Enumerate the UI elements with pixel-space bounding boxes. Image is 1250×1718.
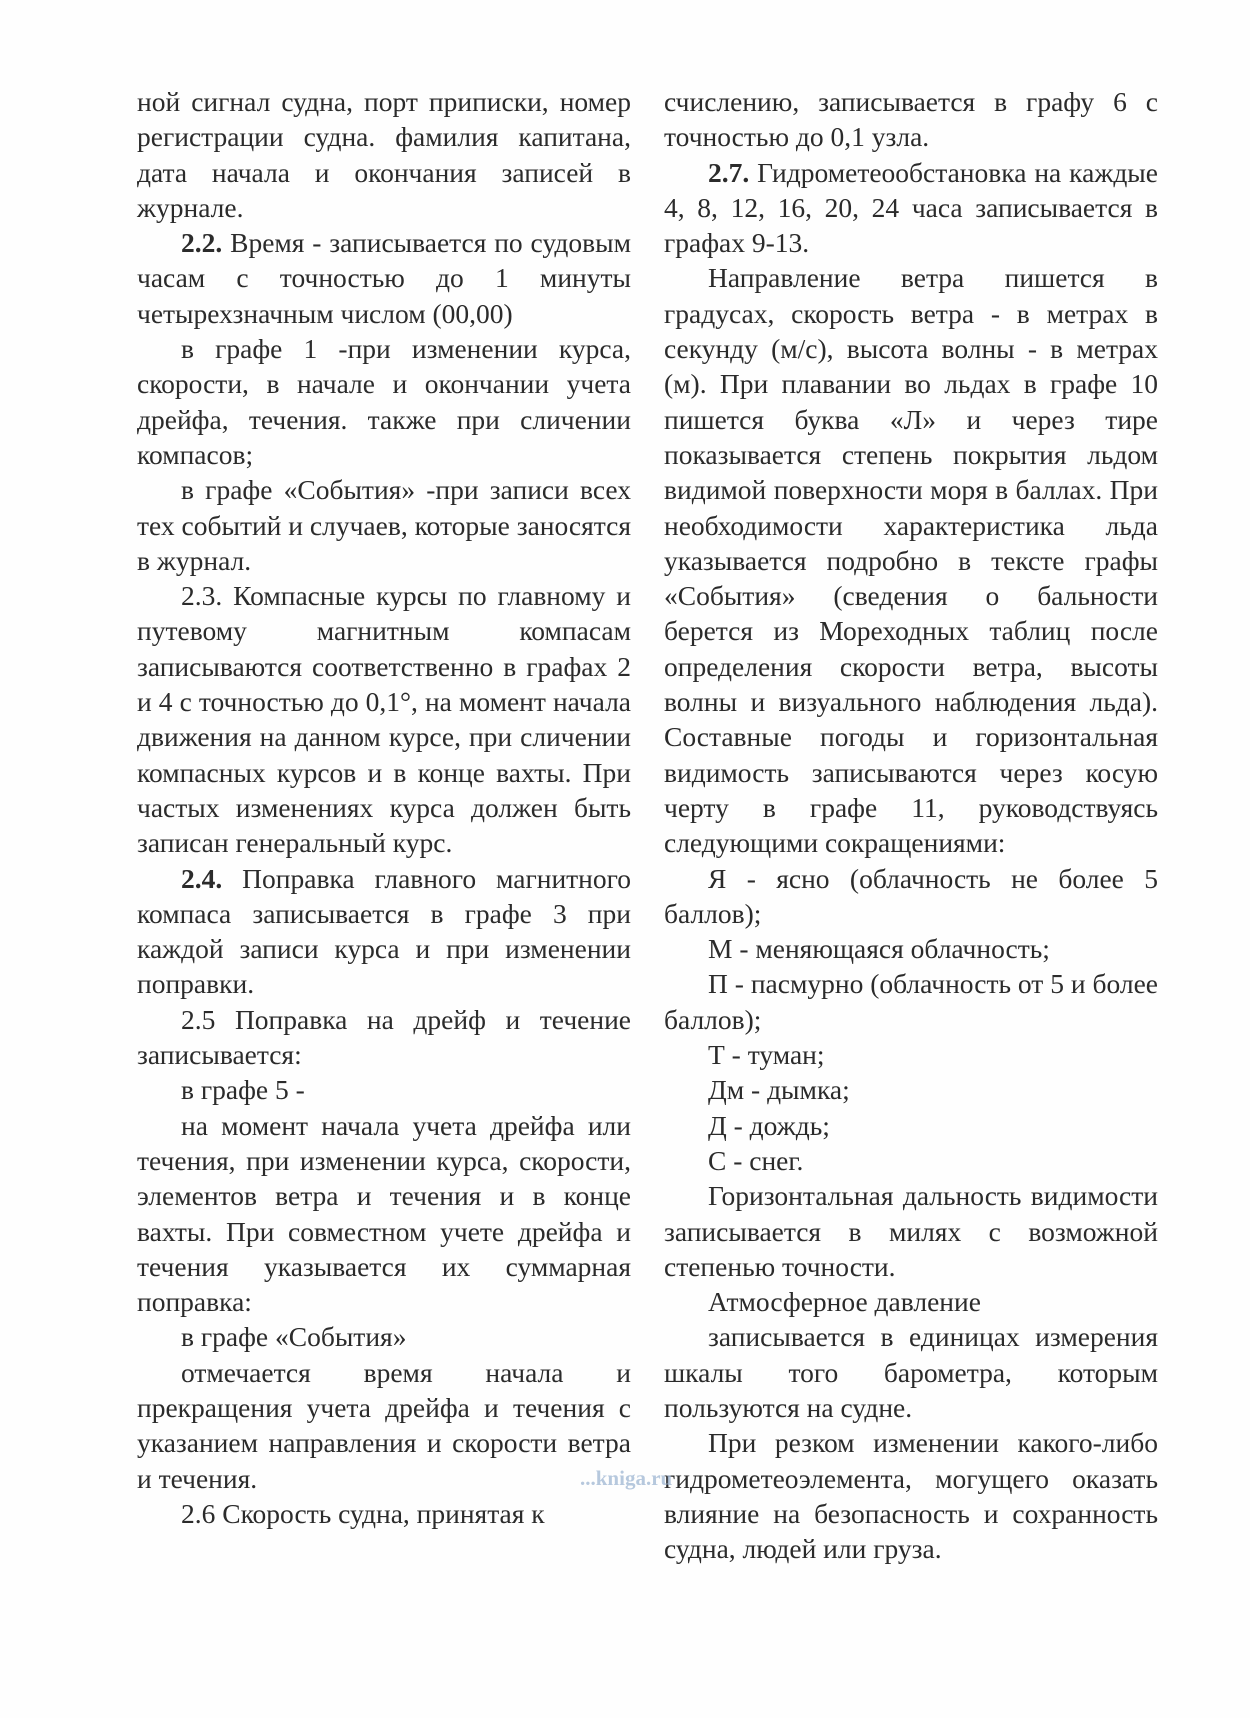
section-number: 2.5 xyxy=(181,1003,216,1035)
paragraph-text: Направление ветра пишется в градусах, скорость ветра - в метрах в секунду (м/с), высота волны - в метрах (м). При плавании во льдах в графе 10 пишется буква «Л» и через тире показывается степень покрытия льдом видимой поверхности моря в баллах. При необходимости характеристика льда указывается подробно в тексте графы «События» (сведения о бальности берется из Мореходных таблиц после определения скорости ветра, высоты волны и визуального наблюдения льда). Составные погоды и горизонтальная видимость записываются через косую черту в графе 11, руководствуясь следующими сокращениями: xyxy=(664,262,1158,859)
paragraph-text: в графе «События» xyxy=(181,1321,407,1353)
section-number: 2.3. xyxy=(181,580,223,612)
paragraph-text: Д - дождь; xyxy=(708,1109,830,1141)
paragraph xyxy=(664,84,1158,155)
paragraph-text: отмечается время начала и прекращения учета дрейфа и течения с указанием направления и скорости ветра и течения. xyxy=(137,1356,631,1494)
paragraph-text: Горизонтальная дальность видимости записывается в милях с возможной степенью точности. xyxy=(664,1180,1158,1282)
paragraph-text: Поправка на дрейф и течение записывается: xyxy=(137,1003,631,1071)
paragraph-text: в графе 5 - xyxy=(181,1074,305,1106)
paragraph xyxy=(137,1319,631,1354)
paragraph-text: Я - ясно (облачность не более 5 баллов); xyxy=(664,862,1158,929)
paragraph xyxy=(664,1425,1158,1566)
section-number: 2.2. xyxy=(181,227,223,259)
paragraph-text: счислению, записывается в графу 6 с точностью до 0,1 узла. xyxy=(664,86,1158,153)
paragraph-text: Компасные курсы по главному и путевому магнитным компасам записываются соответственно в графах 2 и 4 с точностью до 0,1°, на момент начала движения на данном курсе, при сличении компасных курсов и в конце вахты. При частых изменениях курса должен быть записан генеральный курс. xyxy=(137,580,631,859)
paragraph xyxy=(664,1284,1158,1319)
section-number: 2.6 xyxy=(181,1497,216,1529)
paragraph-text: в графе «События» -при записи всех тех событий и случаев, которые заносятся в журнал. xyxy=(137,474,631,576)
right-column xyxy=(664,84,1158,1566)
paragraph xyxy=(137,331,631,472)
paragraph xyxy=(137,861,631,1002)
paragraph xyxy=(137,84,631,225)
paragraph-text: записывается в единицах измерения шкалы того барометра, которым пользуются на судне. xyxy=(664,1321,1158,1423)
paragraph xyxy=(137,1355,631,1496)
paragraph-text: Гидрометеообстановка на каждые 4, 8, 12, 16, 20, 24 часа записывается в графах 9-13. xyxy=(664,156,1158,259)
left-column xyxy=(137,84,631,1531)
paragraph-text: П - пасмурно (облачность от 5 и более баллов); xyxy=(664,968,1158,1035)
paragraph-text: Время - записывается по судовым часам с точностью до 1 минуты четырехзначным числом (00,00) xyxy=(137,227,631,329)
paragraph xyxy=(664,1143,1158,1178)
paragraph-text: ной сигнал судна, порт приписки, номер регистрации судна. фамилия капитана, дата начала и окончания записей в журнале. xyxy=(137,86,631,223)
paragraph-text: на момент начала учета дрейфа или течения, при изменении курса, скорости, элементов ветра и течения и в конце вахты. При совместном учете дрейфа и течения указывается их суммарная поправка: xyxy=(137,1109,631,1318)
paragraph xyxy=(137,1496,631,1531)
paragraph-text: М - меняющаяся облачность; xyxy=(708,933,1050,965)
paragraph-text: Дм - дымка; xyxy=(708,1074,850,1106)
paragraph xyxy=(664,861,1158,932)
paragraph-text: в графе 1 -при изменении курса, скорости, в начале и окончании учета дрейфа, течения. также при сличении компасов; xyxy=(137,333,631,470)
paragraph xyxy=(137,1108,631,1320)
paragraph xyxy=(664,1037,1158,1072)
paragraph-text: Поправка главного магнитного компаса записывается в графе 3 при каждой записи курса и при изменении поправки. xyxy=(137,862,631,1000)
paragraph xyxy=(137,472,631,578)
paragraph-text: При резком изменении какого-либо гидрометеоэлемента, могущего оказать влияние на безопасность и сохранность судна, людей или груза. xyxy=(664,1427,1158,1565)
section-number: 2.4. xyxy=(181,862,223,894)
paragraph xyxy=(664,1178,1158,1284)
paragraph-text: Скорость судна, принятая к xyxy=(215,1497,545,1529)
paragraph xyxy=(664,260,1158,860)
paragraph-text: С - снег. xyxy=(708,1144,804,1176)
paragraph xyxy=(664,1108,1158,1143)
paragraph-text: Т - туман; xyxy=(708,1039,825,1071)
paragraph xyxy=(137,1002,631,1073)
paragraph-text: Атмосферное давление xyxy=(708,1286,981,1318)
paragraph xyxy=(137,225,631,331)
paragraph xyxy=(664,931,1158,966)
paragraph xyxy=(664,155,1158,261)
watermark: ...kniga.ru xyxy=(580,1466,673,1490)
paragraph xyxy=(664,1319,1158,1425)
paragraph xyxy=(664,966,1158,1037)
paragraph xyxy=(137,578,631,860)
section-number: 2.7. xyxy=(708,156,750,188)
paragraph xyxy=(664,1072,1158,1107)
paragraph xyxy=(137,1072,631,1107)
